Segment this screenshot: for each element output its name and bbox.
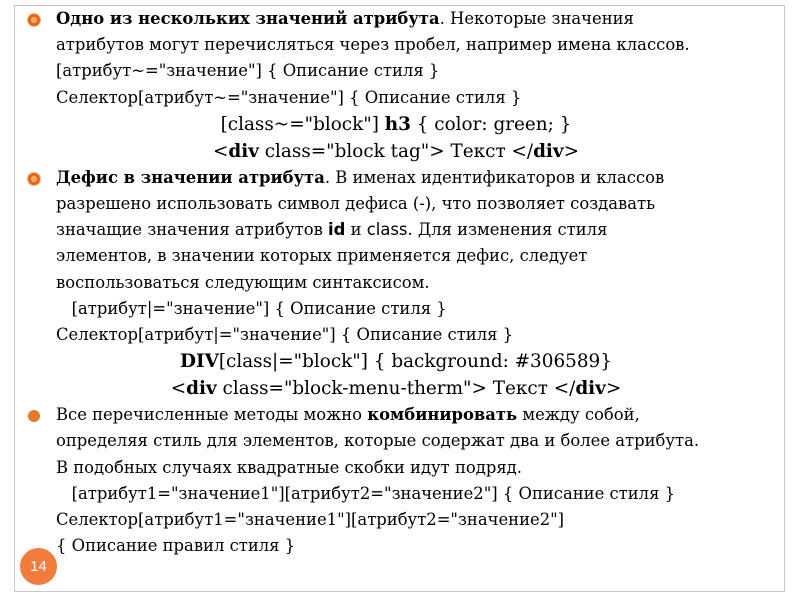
section1-css-example (26, 111, 766, 138)
text: между собой, (517, 405, 640, 425)
section2-line3 (26, 217, 766, 243)
section3-line2: определяя стиль для элементов, которые содержат два и более атрибута. (56, 431, 700, 451)
attr-id: id (328, 220, 346, 240)
section1-title: Одно из нескольких значений атрибута (56, 9, 440, 28)
slide-content (26, 6, 766, 559)
html-body: class="block tag"> Текст </ (258, 140, 534, 162)
sun-bullet-icon (28, 173, 40, 185)
dot-bullet-icon (28, 410, 40, 422)
html-lt: < (212, 140, 229, 162)
keyword-combine: комбинировать (367, 405, 518, 425)
css-tag: DIV (180, 351, 219, 373)
section2-text: . В именах идентификаторов и классов (324, 167, 665, 187)
section1-intro (26, 6, 766, 32)
section1-line2: атрибутов могут перечисляться через пробел, например имена классов. (56, 35, 690, 55)
text: . Для изменения стиля (407, 220, 608, 240)
html-tag-close: div (575, 378, 606, 400)
section1-selector-syntax: Селектор[атрибут~="значение"] { Описание стиля } (56, 87, 522, 107)
text: Все перечисленные методы можно (56, 405, 368, 425)
section2-title: Дефис в значении атрибута (56, 167, 325, 187)
section3-rule: { Описание правил стиля } (56, 536, 296, 556)
attr-class: class (366, 220, 408, 240)
css-rule: [class|="block"] { background: #306589} (218, 351, 612, 373)
section3-selector-syntax: Селектор[атрибут1="значение1"][атрибут2="значение2"] (56, 510, 565, 530)
section3-line3: В подобных случаях квадратные скобки идут подряд. (56, 457, 522, 477)
section3-syntax: [атрибут1="значение1"][атрибут2="значение2"] { Описание стиля } (56, 483, 676, 503)
section2-selector-syntax: Селектор[атрибут|="значение"] { Описание стиля } (56, 325, 514, 345)
html-gt: > (605, 378, 622, 400)
section2-line5: воспользоваться следующим синтаксисом. (56, 272, 430, 292)
css-rule: { color: green; } (410, 113, 572, 135)
html-tag-open: div (186, 378, 217, 400)
text: значащие значения атрибутов (56, 220, 329, 240)
section1-text: . Некоторые значения (439, 9, 634, 28)
section2-syntax: [атрибут|="значение"] { Описание стиля } (56, 298, 447, 318)
section2-html-example (26, 375, 766, 402)
html-body: class="block-menu-therm"> Текст </ (216, 378, 576, 400)
text: и (345, 220, 367, 240)
section2-line4: элементов, в значении которых применяется дефис, следует (56, 246, 588, 266)
css-tag: h3 (384, 113, 411, 135)
section1-syntax: [атрибут~="значение"] { Описание стиля } (56, 61, 440, 81)
css-selector: [class~="block"] (220, 113, 385, 135)
section2-line2: разрешено использовать символ дефиса (-), что позволяет создавать (56, 194, 655, 214)
html-tag-close: div (533, 140, 564, 162)
section2-intro (26, 165, 766, 191)
html-lt: < (170, 378, 187, 400)
html-tag-open: div (228, 140, 259, 162)
section2-css-example (26, 348, 766, 375)
sun-bullet-icon (28, 14, 40, 26)
section3-intro (26, 402, 766, 428)
html-gt: > (563, 140, 580, 162)
section1-html-example (26, 138, 766, 165)
page-number-badge: 14 (20, 548, 57, 585)
